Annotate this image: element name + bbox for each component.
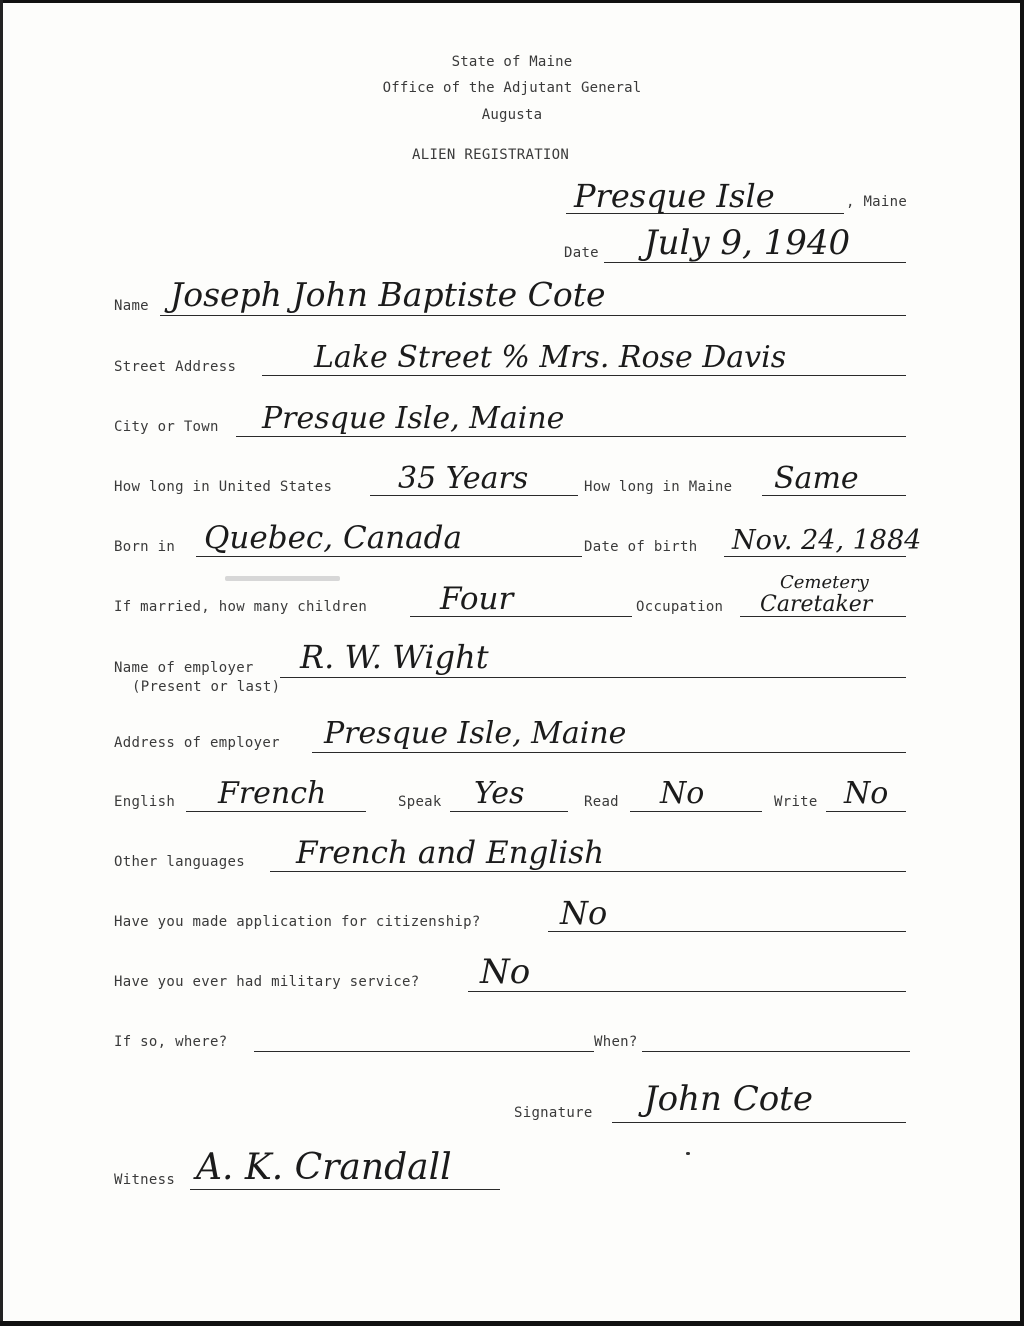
read-value: No (660, 776, 705, 811)
occupation-label: Occupation (636, 599, 724, 615)
where-line (254, 1051, 594, 1052)
children-label: If married, how many children (114, 599, 368, 615)
dob-value: Nov. 24, 1884 (732, 525, 922, 556)
place-suffix: , Maine (846, 194, 908, 210)
where-label: If so, where? (114, 1034, 228, 1050)
born-in-value: Quebec, Canada (204, 520, 462, 556)
when-line (642, 1051, 910, 1052)
street-value: Lake Street % Mrs. Rose Davis (314, 340, 787, 375)
write-line (826, 811, 906, 812)
witness-line (190, 1189, 500, 1190)
header-office: Office of the Adjutant General (382, 80, 642, 96)
english-label: English (114, 794, 176, 810)
dob-label: Date of birth (584, 539, 698, 555)
other-languages-line (270, 871, 906, 872)
speak-line (450, 811, 568, 812)
english-value: French (218, 776, 327, 811)
header-state: State of Maine (451, 54, 573, 70)
citizenship-value: No (560, 894, 608, 932)
speak-value: Yes (474, 776, 525, 811)
occupation-value-line2: Caretaker (760, 592, 873, 617)
signature-value: John Cote (644, 1079, 813, 1119)
us-years-value: 35 Years (398, 461, 529, 496)
scan-border-right (1020, 0, 1024, 1326)
date-value: July 9, 1940 (644, 223, 851, 263)
born-in-line (196, 556, 582, 557)
other-languages-label: Other languages (114, 854, 245, 870)
children-value: Four (440, 581, 514, 617)
scan-border-left (0, 0, 3, 1326)
ink-dot (686, 1152, 690, 1155)
write-value: No (844, 776, 889, 811)
form-title: ALIEN REGISTRATION (412, 147, 570, 163)
military-value: No (480, 952, 531, 992)
city-line (236, 436, 906, 437)
other-languages-value: French and English (296, 835, 605, 871)
scan-border-bottom (0, 1321, 1024, 1326)
street-label: Street Address (114, 359, 237, 375)
witness-value: A. K. Crandall (196, 1147, 452, 1188)
occupation-value-line1: Cemetery (780, 572, 869, 593)
speak-label: Speak (398, 794, 442, 810)
write-label: Write (774, 794, 818, 810)
header-city: Augusta (481, 107, 543, 123)
scan-border-top (0, 0, 1024, 3)
signature-label: Signature (514, 1105, 593, 1121)
street-line (262, 375, 906, 376)
military-label: Have you ever had military service? (114, 974, 420, 990)
military-line (468, 991, 906, 992)
name-line (160, 315, 906, 316)
name-value: Joseph John Baptiste Cote (170, 275, 606, 314)
citizenship-label: Have you made application for citizenship? (114, 914, 481, 930)
read-label: Read (584, 794, 619, 810)
employer-address-label: Address of employer (114, 735, 280, 751)
when-label: When? (594, 1034, 638, 1050)
employer-line (280, 677, 906, 678)
eraser-smudge (225, 576, 340, 581)
maine-years-value: Same (774, 461, 859, 496)
employer-address-line (312, 752, 906, 753)
city-label: City or Town (114, 419, 219, 435)
date-label: Date (564, 245, 599, 261)
us-years-label: How long in United States (114, 479, 333, 495)
witness-label: Witness (114, 1172, 176, 1188)
employer-address-value: Presque Isle, Maine (324, 716, 627, 751)
city-value: Presque Isle, Maine (262, 401, 565, 436)
born-in-label: Born in (114, 539, 176, 555)
employer-label: Name of employer (114, 660, 254, 676)
english-line (186, 811, 366, 812)
maine-years-label: How long in Maine (584, 479, 733, 495)
read-line (630, 811, 762, 812)
name-label: Name (114, 298, 149, 314)
employer-value: R. W. Wight (300, 638, 489, 676)
signature-line (612, 1122, 906, 1123)
place-value: Presque Isle (574, 177, 775, 215)
dob-line (724, 556, 906, 557)
employer-sublabel: (Present or last) (132, 679, 281, 695)
